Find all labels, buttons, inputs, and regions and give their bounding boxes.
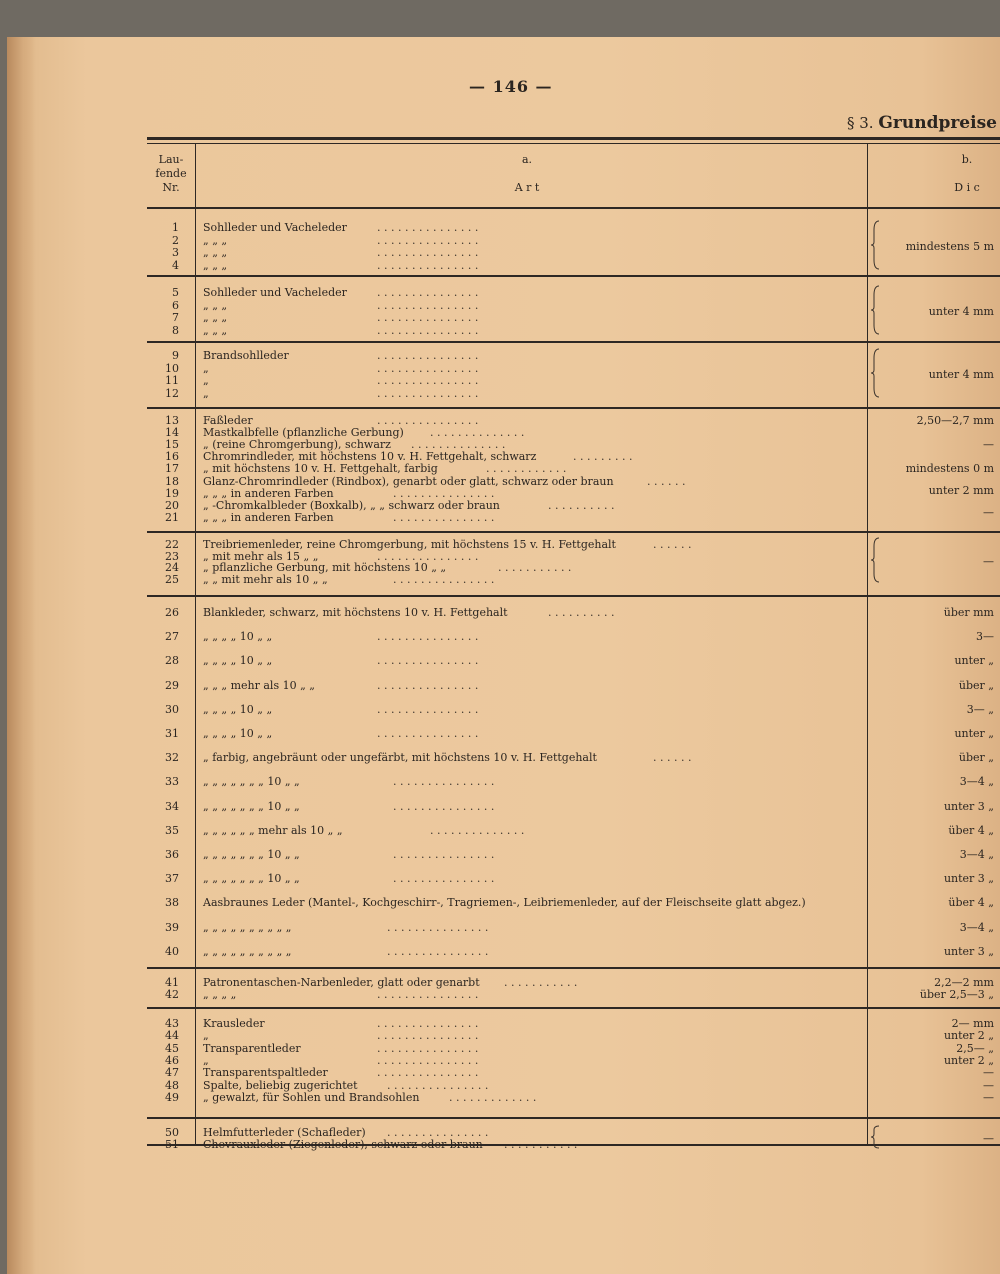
row-number: 16 (165, 450, 179, 463)
row-description: Mastkalbfelle (pflanzliche Gerbung) (203, 426, 404, 439)
dimension-value: — (983, 1132, 994, 1145)
dimension-value: — (983, 1079, 994, 1092)
dot-leader: . . . . . . . . . . . . . . . (393, 872, 495, 885)
row-number: 43 (165, 1017, 179, 1030)
row-number: 23 (165, 550, 179, 563)
dot-leader: . . . . . . . . . . . . . . . (387, 1126, 489, 1139)
row-description: „ „ „ (203, 299, 228, 312)
row-description: „ „ „ (203, 246, 228, 259)
brace-icon (871, 220, 881, 270)
row-number: 8 (172, 324, 179, 337)
row-description: „ „ „ (203, 311, 228, 324)
row-number: 18 (165, 475, 179, 488)
row-description: „ -Chromkalbleder (Boxkalb), „ „ schwarz oder braun (203, 499, 500, 512)
col-header-a-label: A r t (514, 181, 540, 194)
row-number: 48 (165, 1079, 179, 1092)
row-number: 19 (165, 487, 179, 500)
col-header-b-letter: b. (961, 153, 973, 166)
row-description: „ „ „ „ „ „ „ 10 „ „ (203, 848, 300, 861)
dot-leader: . . . . . . . . . . . . . . . (393, 487, 495, 500)
dimension-value: — (983, 555, 994, 568)
dot-leader: . . . . . . . . . . . . . (449, 1091, 537, 1104)
dimension-value: 3—4 „ (959, 775, 994, 788)
row-description: „ „ „ (203, 259, 228, 272)
dot-leader: . . . . . . . . . . . . . . . (387, 945, 489, 958)
dot-leader: . . . . . . . . . . . . . . . (377, 234, 479, 247)
dot-leader: . . . . . . . . . . . . . . . (377, 727, 479, 740)
row-description: „ (203, 1029, 209, 1042)
row-description: Sohlleder und Vacheleder (203, 221, 347, 234)
dot-leader: . . . . . . . . . . . . . . . (377, 349, 479, 362)
dimension-value: über mm (943, 606, 994, 619)
row-description: Blankleder, schwarz, mit höchstens 10 v. H. Fettgehalt (203, 606, 508, 619)
dot-leader: . . . . . . . . . . . (504, 1138, 578, 1151)
row-description: Faßleder (203, 414, 253, 427)
row-description: Krausleder (203, 1017, 265, 1030)
group-separator (147, 1117, 1000, 1119)
row-number: 1 (172, 221, 179, 234)
dot-leader: . . . . . . . . . . . . . . . (393, 511, 495, 524)
row-description: Chromrindleder, mit höchstens 10 v. H. Fettgehalt, schwarz (203, 450, 537, 463)
group-separator (147, 407, 1000, 409)
dimension-value: — (983, 506, 994, 519)
dimension-value: unter 2 mm (928, 484, 994, 497)
row-description: Spalte, beliebig zugerichtet (203, 1079, 358, 1092)
row-number: 27 (165, 630, 179, 643)
dot-leader: . . . . . . . . . (573, 450, 633, 463)
brace-icon (871, 285, 881, 335)
row-number: 37 (165, 872, 179, 885)
dot-leader: . . . . . . . . . . . . . . . (377, 362, 479, 375)
dot-leader: . . . . . . . . . . . . . . (411, 438, 506, 451)
dimension-value: über „ (958, 751, 994, 764)
row-number: 29 (165, 679, 179, 692)
row-description: „ „ „ „ 10 „ „ (203, 630, 273, 643)
dot-leader: . . . . . . . . . . . . . . (430, 824, 525, 837)
row-number: 13 (165, 414, 179, 427)
dimension-value: unter 3 „ (943, 872, 994, 885)
dot-leader: . . . . . . . . . . . . . . . (377, 299, 479, 312)
row-number: 7 (172, 311, 179, 324)
group-separator (147, 531, 1000, 533)
row-number: 11 (165, 374, 179, 387)
row-description: Helmfutterleder (Schafleder) (203, 1126, 366, 1139)
row-number: 49 (165, 1091, 179, 1104)
dot-leader: . . . . . . . . . . . . . . . (377, 1054, 479, 1067)
row-number: 41 (165, 976, 179, 989)
dot-leader: . . . . . . . . . . . . . . . (387, 1079, 489, 1092)
row-number: 39 (165, 921, 179, 934)
row-number: 33 (165, 775, 179, 788)
dimension-value: unter „ (954, 654, 994, 667)
group-separator (147, 967, 1000, 969)
dimension-value: — (983, 438, 994, 451)
dot-leader: . . . . . . . . . . . . . . . (393, 800, 495, 813)
row-number: 2 (172, 234, 179, 247)
dot-leader: . . . . . . . . . . . . . . . (377, 1017, 479, 1030)
row-description: „ „ „ „ 10 „ „ (203, 727, 273, 740)
col-divider-1 (195, 144, 196, 1144)
row-number: 5 (172, 286, 179, 299)
row-number: 17 (165, 462, 179, 475)
row-description: Transparentspaltleder (203, 1066, 328, 1079)
row-number: 50 (165, 1126, 179, 1139)
table-top-rule-thin (147, 143, 1000, 144)
row-description: „ (reine Chromgerbung), schwarz (203, 438, 391, 451)
dot-leader: . . . . . . . . . . (548, 606, 615, 619)
dot-leader: . . . . . . . . . . . . . . . (377, 1029, 479, 1042)
dot-leader: . . . . . . . . . . . . (486, 462, 567, 475)
row-description: „ „ „ „ 10 „ „ (203, 654, 273, 667)
dimension-value: 3— „ (966, 703, 994, 716)
group-separator (147, 341, 1000, 343)
row-number: 34 (165, 800, 179, 813)
row-description: Patronentaschen-Narbenleder, glatt oder genarbt (203, 976, 480, 989)
row-description: „ „ „ „ „ „ „ 10 „ „ (203, 775, 300, 788)
dimension-value: 2,5— „ (956, 1042, 994, 1055)
dimension-value: über 4 „ (948, 896, 994, 909)
row-description: „ „ „ (203, 324, 228, 337)
group-separator (147, 207, 1000, 209)
dot-leader: . . . . . . . . . . . . . . . (377, 246, 479, 259)
row-number: 44 (165, 1029, 179, 1042)
dimension-value: über „ (958, 679, 994, 692)
row-description: „ „ „ (203, 234, 228, 247)
row-number: 15 (165, 438, 179, 451)
section-title: Grundpreise (878, 113, 997, 133)
row-number: 31 (165, 727, 179, 740)
dimension-value: 3—4 „ (959, 848, 994, 861)
group-separator (147, 1007, 1000, 1009)
row-description: „ (203, 1054, 209, 1067)
row-number: 25 (165, 573, 179, 586)
dot-leader: . . . . . . . . . . . . . . . (377, 286, 479, 299)
dot-leader: . . . . . . . . . . . . . . . (387, 921, 489, 934)
row-description: „ „ „ „ „ „ „ 10 „ „ (203, 872, 300, 885)
row-description: „ „ „ in anderen Farben (203, 511, 334, 524)
row-number: 10 (165, 362, 179, 375)
row-description: „ „ „ „ 10 „ „ (203, 703, 273, 716)
dot-leader: . . . . . . . . . . . . . . . (393, 573, 495, 586)
brace-icon (871, 348, 881, 398)
row-description: „ „ „ in anderen Farben (203, 487, 334, 500)
dot-leader: . . . . . . . . . . . . . . . (377, 630, 479, 643)
dimension-value: unter 2 „ (943, 1054, 994, 1067)
dot-leader: . . . . . . . . . . . . . . . (377, 679, 479, 692)
dot-leader: . . . . . . . . . . . (504, 976, 578, 989)
row-description: „ (203, 374, 209, 387)
row-description: Chevrauxleder (Ziegenleder), schwarz oder braun (203, 1138, 483, 1151)
row-number: 21 (165, 511, 179, 524)
row-description: „ pflanzliche Gerbung, mit höchstens 10 „ „ (203, 561, 447, 574)
row-number: 51 (165, 1138, 179, 1151)
dimension-value: unter „ (954, 727, 994, 740)
row-number: 47 (165, 1066, 179, 1079)
col-header-a-letter: a. (521, 153, 533, 166)
dimension-value: über 2,5—3 „ (919, 988, 994, 1001)
dimension-value: 2— mm (951, 1017, 994, 1030)
dimension-value: 3—4 „ (959, 921, 994, 934)
dot-leader: . . . . . . . . . . . . . . . (377, 1066, 479, 1079)
row-number: 22 (165, 538, 179, 551)
row-number: 35 (165, 824, 179, 837)
dot-leader: . . . . . . . . . . . (498, 561, 572, 574)
dimension-value: unter 3 „ (943, 800, 994, 813)
group-separator (147, 595, 1000, 597)
group-separator (147, 275, 1000, 277)
section-heading (847, 113, 997, 133)
row-description: Brandsohlleder (203, 349, 289, 362)
row-description: „ „ „ „ „ „ mehr als 10 „ „ (203, 824, 343, 837)
dimension-value: — (983, 1091, 994, 1104)
row-number: 30 (165, 703, 179, 716)
row-description: „ mit höchstens 10 v. H. Fettgehalt, farbig (203, 462, 438, 475)
dimension-value: 2,50—2,7 mm (916, 414, 994, 427)
row-number: 46 (165, 1054, 179, 1067)
row-description: Glanz-Chromrindleder (Rindbox), genarbt oder glatt, schwarz oder braun (203, 475, 614, 488)
row-description: „ (203, 362, 209, 375)
dot-leader: . . . . . . . . . . . . . . (430, 426, 525, 439)
dot-leader: . . . . . . . . . . . . . . . (377, 324, 479, 337)
dimension-value: unter 4 mm (928, 368, 994, 381)
dimension-value: mindestens 5 m (905, 240, 994, 253)
row-number: 20 (165, 499, 179, 512)
dot-leader: . . . . . . . . . . . . . . . (393, 848, 495, 861)
col-divider-2 (867, 144, 868, 1144)
row-number: 32 (165, 751, 179, 764)
dot-leader: . . . . . . (653, 538, 692, 551)
dot-leader: . . . . . . . . . . . . . . . (377, 550, 479, 563)
dot-leader: . . . . . . . . . . . . . . . (377, 374, 479, 387)
dimension-value: unter 4 mm (928, 305, 994, 318)
dot-leader: . . . . . . . . . . . . . . . (377, 654, 479, 667)
page-number: — 146 — (469, 77, 553, 96)
row-description: „ „ „ mehr als 10 „ „ (203, 679, 315, 692)
dot-leader: . . . . . . . . . . . . . . . (393, 775, 495, 788)
dot-leader: . . . . . . (647, 475, 686, 488)
row-description: „ „ „ „ (203, 988, 237, 1001)
col-header-nr: Lau- fende Nr. (155, 153, 187, 194)
row-number: 42 (165, 988, 179, 1001)
row-number: 36 (165, 848, 179, 861)
row-number: 14 (165, 426, 179, 439)
dimension-value: unter 3 „ (943, 945, 994, 958)
dot-leader: . . . . . . . . . . . . . . . (377, 988, 479, 1001)
dot-leader: . . . . . . . . . . . . . . . (377, 703, 479, 716)
row-description: Treibriemenleder, reine Chromgerbung, mit höchstens 15 v. H. Fettgehalt (203, 538, 616, 551)
dimension-value: 3— (976, 630, 994, 643)
row-description: „ „ mit mehr als 10 „ „ (203, 573, 328, 586)
dot-leader: . . . . . . . . . . . . . . . (377, 311, 479, 324)
row-description: „ (203, 387, 209, 400)
row-description: Aasbraunes Leder (Mantel-, Kochgeschirr-, Tragriemen-, Leibriemenleder, auf der Fleischseite glatt abgez.) (203, 896, 806, 909)
row-description: „ gewalzt, für Sohlen und Brandsohlen (203, 1091, 420, 1104)
row-description: Sohlleder und Vacheleder (203, 286, 347, 299)
row-number: 38 (165, 896, 179, 909)
row-number: 3 (172, 246, 179, 259)
section-prefix: § 3. (847, 114, 874, 132)
row-description: „ „ „ „ „ „ „ „ „ „ (203, 945, 292, 958)
dot-leader: . . . . . . (653, 751, 692, 764)
row-description: „ farbig, angebräunt oder ungefärbt, mit höchstens 10 v. H. Fettgehalt (203, 751, 597, 764)
dimension-value: 2,2—2 mm (934, 976, 994, 989)
dot-leader: . . . . . . . . . . . . . . . (377, 259, 479, 272)
dimension-value: mindestens 0 m (905, 462, 994, 475)
table-top-rule (147, 137, 1000, 140)
dot-leader: . . . . . . . . . . . . . . . (377, 1042, 479, 1055)
dimension-value: — (983, 1066, 994, 1079)
row-description: „ mit mehr als 15 „ „ (203, 550, 319, 563)
row-description: Transparentleder (203, 1042, 301, 1055)
row-number: 12 (165, 387, 179, 400)
row-number: 6 (172, 299, 179, 312)
row-number: 26 (165, 606, 179, 619)
row-number: 45 (165, 1042, 179, 1055)
row-description: „ „ „ „ „ „ „ „ „ „ (203, 921, 292, 934)
dot-leader: . . . . . . . . . . . . . . . (377, 221, 479, 234)
dot-leader: . . . . . . . . . . . . . . . (377, 414, 479, 427)
row-number: 9 (172, 349, 179, 362)
brace-icon (871, 1125, 881, 1149)
dimension-value: unter 2 „ (943, 1029, 994, 1042)
row-number: 28 (165, 654, 179, 667)
row-number: 40 (165, 945, 179, 958)
dot-leader: . . . . . . . . . . . . . . . (377, 387, 479, 400)
binding-edge (7, 37, 35, 1274)
brace-icon (871, 537, 881, 583)
row-number: 4 (172, 259, 179, 272)
row-number: 24 (165, 561, 179, 574)
dimension-value: über 4 „ (948, 824, 994, 837)
row-description: „ „ „ „ „ „ „ 10 „ „ (203, 800, 300, 813)
col-header-b-label: D i c (954, 181, 980, 194)
dot-leader: . . . . . . . . . . (548, 499, 615, 512)
book-page (7, 37, 1000, 1274)
